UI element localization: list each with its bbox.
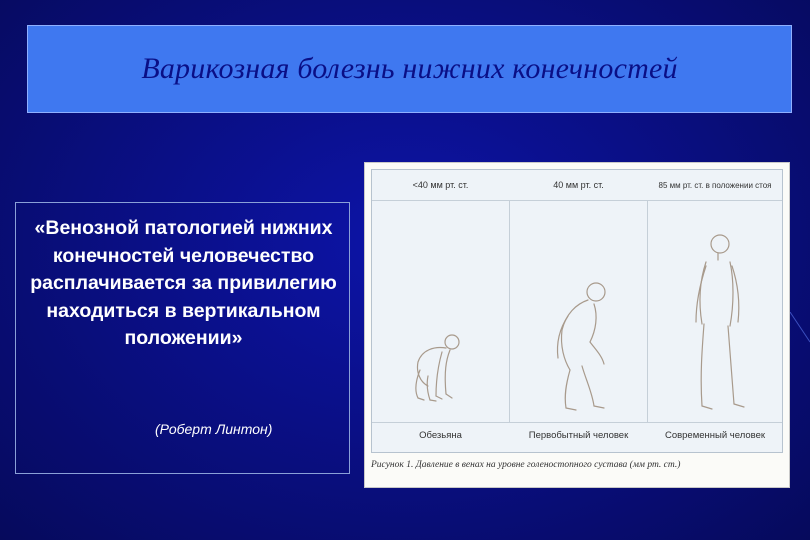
evolution-figure	[364, 162, 790, 488]
decorative-line	[790, 312, 810, 352]
pressure-label-modern: 85 мм рт. ст. в положении стоя	[658, 180, 772, 190]
modern-man-figure	[648, 200, 782, 422]
figure-caption: Рисунок 1. Давление в венах на уровне голеностопного сустава (мм рт. ст.)	[371, 460, 681, 470]
panel-label-primitive: Первобытный человек	[528, 430, 629, 441]
primitive-man-figure	[510, 200, 647, 422]
ape-figure	[372, 200, 509, 422]
pressure-label-ape: <40 мм рт. ст.	[412, 180, 469, 190]
pressure-label-primitive: 40 мм рт. ст.	[553, 180, 604, 190]
slide-title: Варикозная болезнь нижних конечностей	[141, 52, 678, 85]
title-box	[27, 25, 792, 113]
figure-panels	[371, 169, 783, 453]
quote-author: (Роберт Линтон)	[155, 421, 273, 437]
quote-text: «Венозной патологией нижних конечностей человечество расплачивается за привилегию находиться в вертикальном положении»	[30, 217, 337, 349]
panel-label-modern: Современный человек	[664, 430, 766, 441]
panel-label-ape: Обезьяна	[419, 430, 462, 441]
footer-line	[372, 422, 782, 423]
